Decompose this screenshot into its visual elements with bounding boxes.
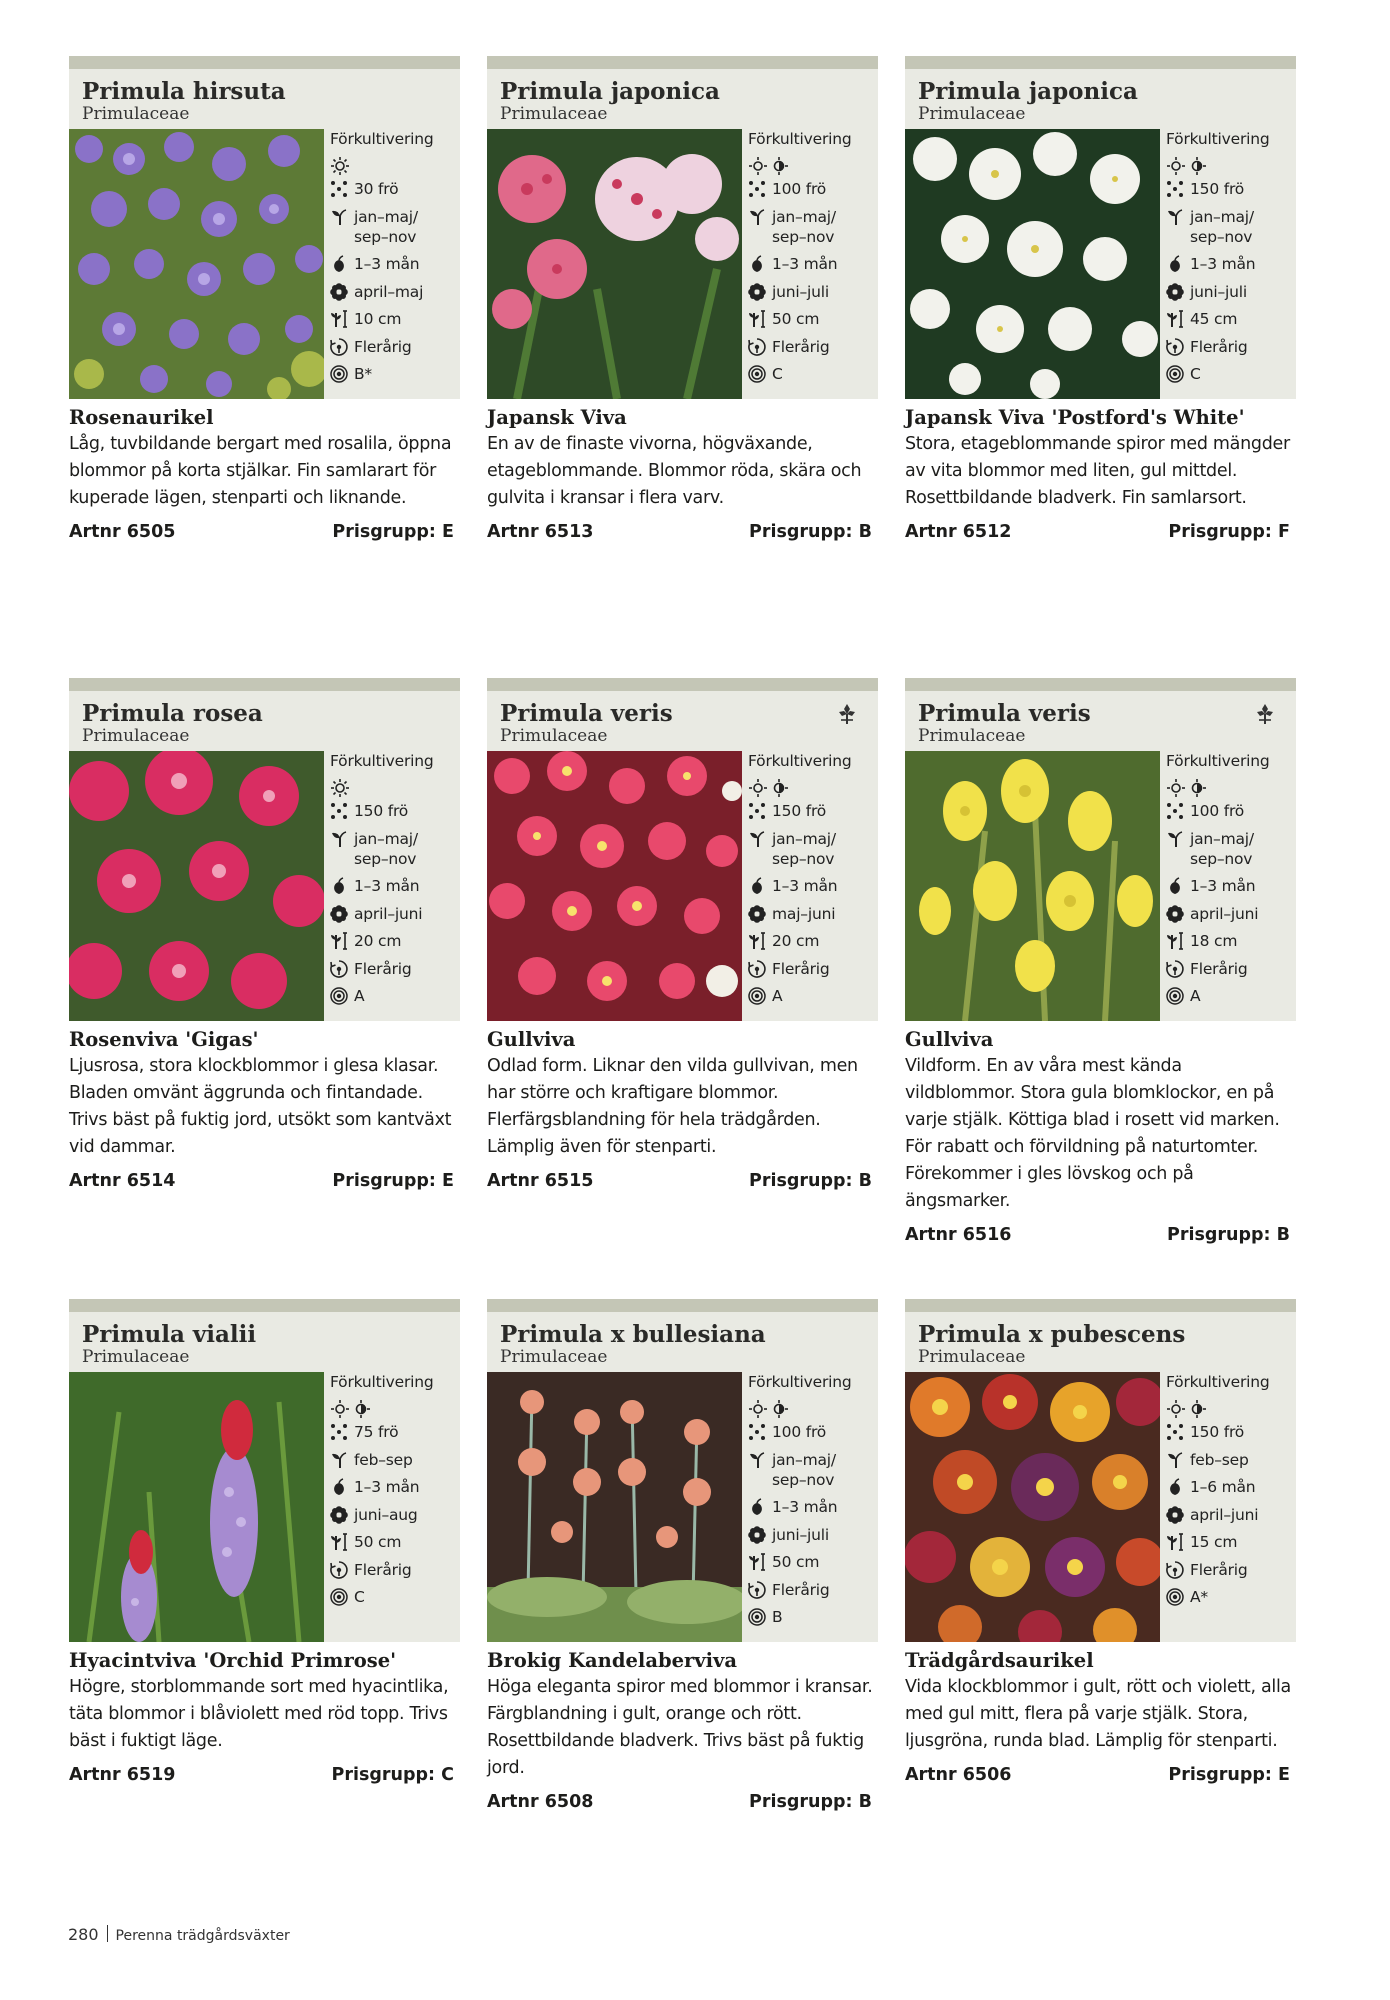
price-group: Prisgrupp: B [749, 522, 872, 542]
flower-icon [330, 1506, 348, 1524]
perennial-icon [330, 338, 348, 356]
product-card [487, 1299, 878, 1816]
card-footer [905, 1222, 1296, 1249]
photo-art [905, 129, 1160, 399]
common-name: Brokig Kandelaberviva [487, 1649, 737, 1672]
flower-icon [748, 1526, 766, 1544]
sun-halfshade-icon [330, 1395, 458, 1422]
description: Högre, storblommande sort med hyacintlika, täta blommor i blåviolett med röd topp. Trivs bäst i fuktigt läge. [69, 1677, 449, 1751]
latin-name: Primula veris [918, 700, 1091, 727]
perennial-icon [748, 338, 766, 356]
height-icon [748, 310, 766, 328]
preculture-label: Förkultivering [330, 1373, 434, 1391]
photo-art [905, 751, 1160, 1021]
family-name: Primulaceae [918, 726, 1026, 746]
specs-panel [748, 129, 876, 392]
page-number: 280 [68, 1925, 99, 1944]
sowing-period-1: jan–maj/ [354, 207, 418, 226]
height-icon [1166, 932, 1184, 950]
hardiness-zone-icon [1166, 987, 1184, 1005]
article-number: Artnr 6516 [905, 1225, 1012, 1245]
plant-height: 50 cm [772, 310, 820, 328]
sun-halfshade-icon [748, 1395, 876, 1422]
plant-height: 18 cm [1190, 932, 1238, 950]
germination-icon [748, 255, 766, 273]
lifespan: Flerårig [772, 1580, 830, 1599]
card-footer [487, 519, 878, 546]
card-body [487, 129, 878, 399]
flowering-period: juni–juli [772, 1525, 829, 1544]
height-icon [1166, 1533, 1184, 1551]
card-footer [69, 1762, 460, 1789]
flower-icon [1166, 905, 1184, 923]
seed-count: 100 frö [772, 1423, 827, 1441]
seeds-icon [330, 180, 348, 198]
germination-time: 1–3 mån [1190, 255, 1256, 273]
perennial-icon [330, 960, 348, 978]
product-card [69, 1299, 460, 1789]
seed-count: 75 frö [354, 1423, 399, 1441]
lifespan: Flerårig [1190, 959, 1248, 978]
hardiness-zone: C [1190, 365, 1201, 383]
plant-photo [69, 1372, 324, 1642]
photo-art [487, 129, 742, 399]
lifespan: Flerårig [354, 337, 412, 356]
hardiness-zone-icon [748, 365, 766, 383]
flower-icon [748, 283, 766, 301]
article-number: Artnr 6515 [487, 1171, 594, 1191]
family-name: Primulaceae [500, 104, 608, 124]
seeds-icon [1166, 180, 1184, 198]
germination-icon [330, 1478, 348, 1496]
height-icon [330, 932, 348, 950]
seeds-icon [1166, 802, 1184, 820]
description: Vildform. En av våra mest kända vildblommor. Stora gula blomklockor, en på varje stjälk. Köttiga blad i rosett vid marken. För rabatt och förvildning på naturtomter. Förekommer i gles lövskog och på ängsmarker. [905, 1056, 1280, 1211]
seeds-icon [748, 1423, 766, 1441]
germination-icon [748, 1498, 766, 1516]
footer-divider [107, 1925, 108, 1942]
latin-name: Primula rosea [82, 700, 263, 727]
sowing-period-2: sep–nov [772, 1470, 835, 1489]
germination-icon [330, 877, 348, 895]
family-name: Primulaceae [500, 726, 608, 746]
germination-icon [1166, 1478, 1184, 1496]
plant-photo [905, 1372, 1160, 1642]
card-body [905, 129, 1296, 399]
germination-time: 1–3 mån [772, 255, 838, 273]
family-name: Primulaceae [500, 1347, 608, 1367]
plant-photo [69, 129, 324, 399]
preculture-label: Förkultivering [330, 130, 434, 148]
sowing-period-1: jan–maj/ [1190, 207, 1254, 226]
common-name: Gullviva [905, 1028, 994, 1051]
family-name: Primulaceae [82, 104, 190, 124]
plant-height: 50 cm [354, 1533, 402, 1551]
seed-count: 150 frö [354, 802, 409, 820]
seed-count: 150 frö [1190, 180, 1245, 198]
preculture-label: Förkultivering [748, 1373, 852, 1391]
card-footer [69, 519, 460, 546]
plant-height: 45 cm [1190, 310, 1238, 328]
plant-height: 20 cm [772, 932, 820, 950]
hardiness-zone: C [354, 1588, 365, 1606]
flower-icon [748, 905, 766, 923]
latin-name: Primula japonica [918, 78, 1138, 105]
plant-photo [905, 129, 1160, 399]
hardiness-zone: C [772, 365, 783, 383]
preculture-label: Förkultivering [1166, 752, 1270, 770]
flower-icon [330, 283, 348, 301]
specs-panel [330, 129, 458, 392]
card-header [69, 1299, 460, 1372]
sowing-period-2: sep–nov [1190, 227, 1253, 246]
product-card [905, 678, 1296, 1249]
preculture-label: Förkultivering [1166, 1373, 1270, 1391]
height-icon [748, 932, 766, 950]
perennial-icon [1166, 960, 1184, 978]
hardiness-zone-icon [1166, 365, 1184, 383]
sowing-period-1: jan–maj/ [772, 1450, 836, 1469]
card-footer [69, 1168, 460, 1195]
card-header [905, 1299, 1296, 1372]
description: Stora, etageblommande spiror med mängder av vita blommor med liten, gul mittdel. Rosettbildande bladverk. Fin samlarsort. [905, 434, 1290, 508]
description: Ljusrosa, stora klockblommor i glesa klasar. Bladen omvänt äggrunda och fintandade. Trivs bäst på fuktig jord, utsökt som kantväxt vid dammar. [69, 1056, 452, 1157]
perennial-icon [1166, 338, 1184, 356]
lifespan: Flerårig [1190, 1560, 1248, 1579]
germination-time: 1–3 mån [772, 1498, 838, 1516]
sowing-icon [1166, 1451, 1184, 1469]
sowing-period-1: jan–maj/ [354, 829, 418, 848]
sun-halfshade-icon [1166, 1395, 1294, 1422]
sowing-icon [748, 1451, 766, 1469]
sun-halfshade-icon [1166, 774, 1294, 801]
sowing-period-2: sep–nov [354, 227, 417, 246]
germination-time: 1–3 mån [354, 255, 420, 273]
price-group: Prisgrupp: F [1168, 522, 1290, 542]
specs-panel [1166, 751, 1294, 1014]
germination-time: 1–3 mån [772, 877, 838, 895]
hardiness-zone: A [772, 987, 783, 1005]
sowing-icon [748, 830, 766, 848]
specs-panel [1166, 129, 1294, 392]
preculture-label: Förkultivering [330, 752, 434, 770]
card-header [69, 678, 460, 751]
hardiness-zone-icon [748, 1608, 766, 1626]
card-footer [905, 1762, 1296, 1789]
hardiness-zone: A* [1190, 1588, 1208, 1606]
latin-name: Primula vialii [82, 1321, 257, 1348]
common-name: Rosenviva 'Gigas' [69, 1028, 259, 1051]
height-icon [330, 310, 348, 328]
lifespan: Flerårig [772, 959, 830, 978]
wildflower-icon [1254, 703, 1276, 725]
card-header [905, 678, 1296, 751]
product-card [905, 1299, 1296, 1789]
germination-icon [1166, 877, 1184, 895]
description: Odlad form. Liknar den vilda gullvivan, men har större och kraftigare blommor. Flerfärgsblandning för hela trädgården. Lämplig även för stenparti. [487, 1056, 858, 1157]
hardiness-zone-icon [330, 365, 348, 383]
sun-halfshade-icon [748, 774, 876, 801]
sowing-icon [1166, 208, 1184, 226]
plant-height: 10 cm [354, 310, 402, 328]
card-body [69, 751, 460, 1021]
seeds-icon [748, 180, 766, 198]
sowing-period: feb–sep [1190, 1450, 1249, 1469]
seeds-icon [330, 802, 348, 820]
specs-panel [748, 1372, 876, 1635]
card-body [905, 1372, 1296, 1642]
sun-icon [330, 152, 458, 179]
latin-name: Primula veris [500, 700, 673, 727]
germination-time: 1–3 mån [1190, 877, 1256, 895]
sowing-period-2: sep–nov [772, 227, 835, 246]
photo-art [69, 129, 324, 399]
flowering-period: april–juni [1190, 904, 1259, 923]
card-body [69, 1372, 460, 1642]
seed-count: 100 frö [1190, 802, 1245, 820]
plant-height: 15 cm [1190, 1533, 1238, 1551]
sowing-period-2: sep–nov [354, 849, 417, 868]
specs-panel [330, 1372, 458, 1615]
photo-art [69, 751, 324, 1021]
height-icon [330, 1533, 348, 1551]
specs-panel [1166, 1372, 1294, 1615]
preculture-label: Förkultivering [1166, 130, 1270, 148]
sowing-icon [330, 1451, 348, 1469]
seed-count: 30 frö [354, 180, 399, 198]
plant-photo [487, 129, 742, 399]
card-body [905, 751, 1296, 1021]
seeds-icon [748, 802, 766, 820]
sowing-icon [1166, 830, 1184, 848]
plant-height: 20 cm [354, 932, 402, 950]
photo-art [487, 1372, 742, 1642]
lifespan: Flerårig [1190, 337, 1248, 356]
page-footer [68, 1925, 290, 1944]
price-group: Prisgrupp: C [331, 1765, 454, 1785]
sowing-icon [330, 830, 348, 848]
germination-time: 1–3 mån [354, 1478, 420, 1496]
card-footer [905, 519, 1296, 546]
product-card [69, 678, 460, 1195]
card-header [905, 56, 1296, 129]
lifespan: Flerårig [354, 959, 412, 978]
height-icon [1166, 310, 1184, 328]
seed-count: 150 frö [772, 802, 827, 820]
photo-art [69, 1372, 324, 1642]
perennial-icon [748, 1581, 766, 1599]
article-number: Artnr 6512 [905, 522, 1012, 542]
flower-icon [1166, 1506, 1184, 1524]
hardiness-zone: B* [354, 365, 372, 383]
sun-halfshade-icon [1166, 152, 1294, 179]
product-card [905, 56, 1296, 546]
price-group: Prisgrupp: E [332, 1171, 454, 1191]
product-card [487, 56, 878, 546]
description: Låg, tuvbildande bergart med rosalila, öppna blommor på korta stjälkar. Fin samlarart för kuperade lägen, stenparti och liknande. [69, 434, 452, 508]
hardiness-zone: A [1190, 987, 1201, 1005]
common-name: Rosenaurikel [69, 406, 214, 429]
hardiness-zone: A [354, 987, 365, 1005]
height-icon [748, 1553, 766, 1571]
germination-icon [1166, 255, 1184, 273]
price-group: Prisgrupp: B [749, 1792, 872, 1812]
sowing-icon [330, 208, 348, 226]
germination-icon [748, 877, 766, 895]
card-body [487, 1372, 878, 1642]
card-header [69, 56, 460, 129]
product-card [69, 56, 460, 546]
card-body [487, 751, 878, 1021]
hardiness-zone-icon [1166, 1588, 1184, 1606]
latin-name: Primula hirsuta [82, 78, 286, 105]
common-name: Japansk Viva [487, 406, 627, 429]
hardiness-zone-icon [330, 987, 348, 1005]
perennial-icon [748, 960, 766, 978]
common-name: Japansk Viva 'Postford's White' [905, 406, 1245, 429]
plant-photo [69, 751, 324, 1021]
sowing-icon [748, 208, 766, 226]
article-number: Artnr 6519 [69, 1765, 176, 1785]
card-body [69, 129, 460, 399]
description: Vida klockblommor i gult, rött och violett, alla med gul mitt, flera på varje stjälk. Stora, ljusgröna, runda blad. Lämplig för stenparti. [905, 1677, 1291, 1751]
sowing-period: feb–sep [354, 1450, 413, 1469]
plant-photo [905, 751, 1160, 1021]
flower-icon [1166, 283, 1184, 301]
flowering-period: april–juni [354, 904, 423, 923]
hardiness-zone-icon [330, 1588, 348, 1606]
preculture-label: Förkultivering [748, 130, 852, 148]
germination-time: 1–3 mån [354, 877, 420, 895]
hardiness-zone: B [772, 1608, 783, 1626]
article-number: Artnr 6506 [905, 1765, 1012, 1785]
plant-photo [487, 751, 742, 1021]
sowing-period-1: jan–maj/ [1190, 829, 1254, 848]
family-name: Primulaceae [918, 1347, 1026, 1367]
article-number: Artnr 6505 [69, 522, 176, 542]
flowering-period: maj–juni [772, 904, 836, 923]
description: Höga eleganta spiror med blommor i kransar. Färgblandning i gult, orange och rött. Rosettbildande bladverk. Trivs bäst på fuktig jord. [487, 1677, 873, 1778]
flowering-period: juni–juli [772, 282, 829, 301]
photo-art [487, 751, 742, 1021]
seeds-icon [330, 1423, 348, 1441]
specs-panel [748, 751, 876, 1014]
sowing-period-2: sep–nov [772, 849, 835, 868]
lifespan: Flerårig [772, 337, 830, 356]
card-header [487, 1299, 878, 1372]
card-header [487, 56, 878, 129]
flower-icon [330, 905, 348, 923]
specs-panel [330, 751, 458, 1014]
wildflower-icon [836, 703, 858, 725]
sun-halfshade-icon [748, 152, 876, 179]
sowing-period-1: jan–maj/ [772, 829, 836, 848]
common-name: Gullviva [487, 1028, 576, 1051]
card-footer [487, 1789, 878, 1816]
price-group: Prisgrupp: B [749, 1171, 872, 1191]
sowing-period-1: jan–maj/ [772, 207, 836, 226]
sun-icon [330, 774, 458, 801]
flowering-period: juni–juli [1190, 282, 1247, 301]
price-group: Prisgrupp: E [1168, 1765, 1290, 1785]
flowering-period: april–juni [1190, 1505, 1259, 1524]
description: En av de finaste vivorna, högväxande, etageblommande. Blommor röda, skära och gulvita i kransar i flera varv. [487, 434, 862, 508]
family-name: Primulaceae [82, 1347, 190, 1367]
product-card [487, 678, 878, 1195]
seed-count: 100 frö [772, 180, 827, 198]
family-name: Primulaceae [918, 104, 1026, 124]
price-group: Prisgrupp: E [332, 522, 454, 542]
article-number: Artnr 6513 [487, 522, 594, 542]
article-number: Artnr 6514 [69, 1171, 176, 1191]
plant-photo [487, 1372, 742, 1642]
lifespan: Flerårig [354, 1560, 412, 1579]
price-group: Prisgrupp: B [1167, 1225, 1290, 1245]
sowing-period-2: sep–nov [1190, 849, 1253, 868]
latin-name: Primula x bullesiana [500, 1321, 766, 1348]
flowering-period: juni–aug [354, 1505, 418, 1524]
seeds-icon [1166, 1423, 1184, 1441]
photo-art [905, 1372, 1160, 1642]
seed-count: 150 frö [1190, 1423, 1245, 1441]
common-name: Trädgårdsaurikel [905, 1649, 1094, 1672]
section-title: Perenna trädgårdsväxter [115, 1928, 290, 1944]
article-number: Artnr 6508 [487, 1792, 594, 1812]
flowering-period: april–maj [354, 282, 424, 301]
latin-name: Primula x pubescens [918, 1321, 1186, 1348]
family-name: Primulaceae [82, 726, 190, 746]
hardiness-zone-icon [748, 987, 766, 1005]
perennial-icon [1166, 1561, 1184, 1579]
preculture-label: Förkultivering [748, 752, 852, 770]
germination-icon [330, 255, 348, 273]
card-header [487, 678, 878, 751]
germination-time: 1–6 mån [1190, 1478, 1256, 1496]
perennial-icon [330, 1561, 348, 1579]
common-name: Hyacintviva 'Orchid Primrose' [69, 1649, 397, 1672]
latin-name: Primula japonica [500, 78, 720, 105]
card-footer [487, 1168, 878, 1195]
plant-height: 50 cm [772, 1553, 820, 1571]
